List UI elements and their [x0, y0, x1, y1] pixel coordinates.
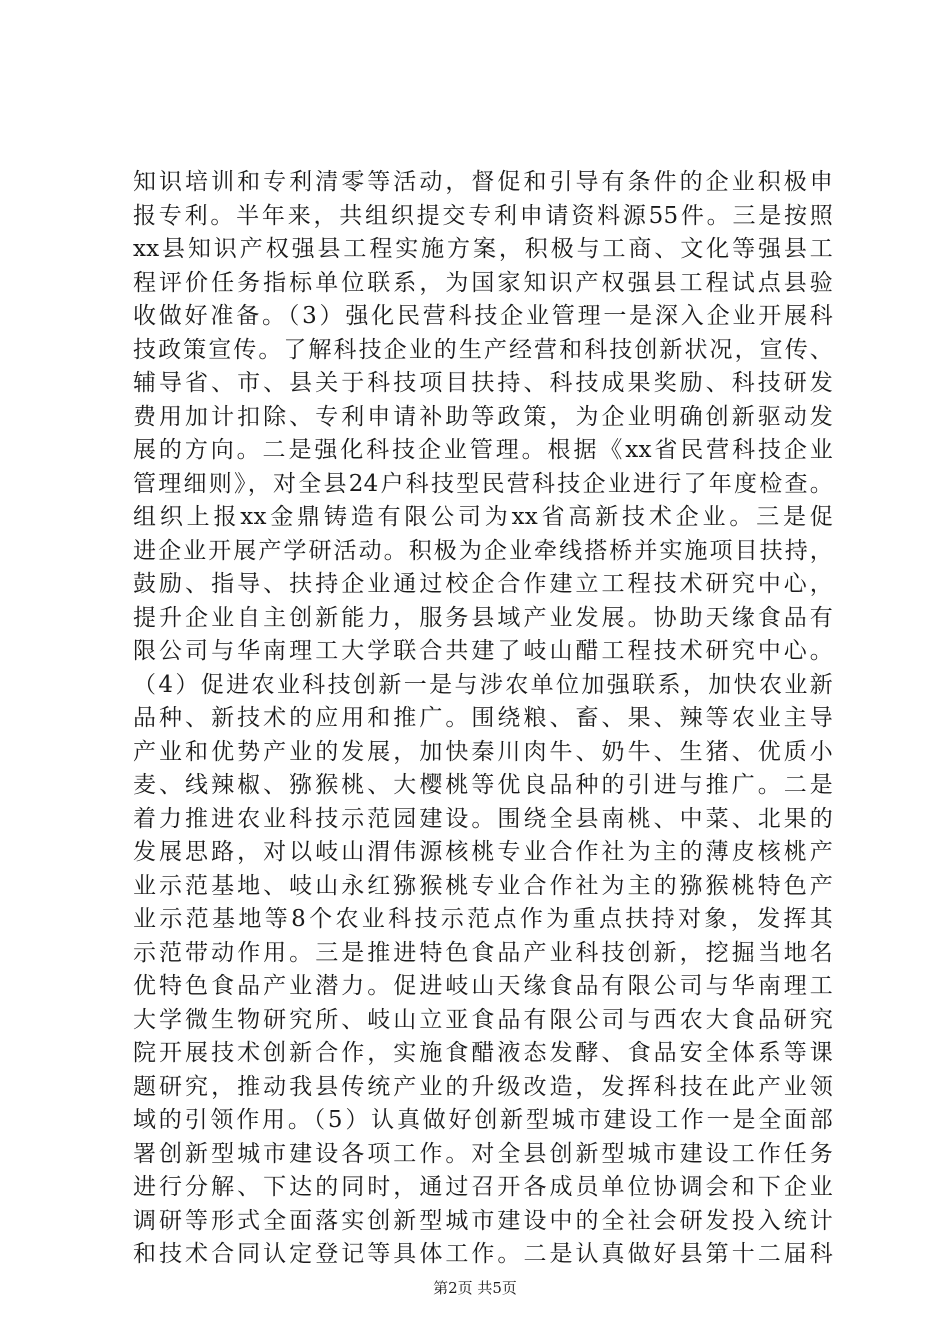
text-line: 管理细则》，对全县24户科技型民营科技企业进行了年度检查。 [133, 470, 833, 497]
text-line: 品种、新技术的应用和推广。围绕粮、畜、果、辣等农业主导 [133, 705, 833, 731]
text-line: 示范带动作用。三是推进特色食品产业科技创新，挖掘当地名 [133, 939, 833, 966]
text-line: 发展思路，对以岐山渭伟源核桃专业合作社为主的薄皮核桃产 [133, 839, 833, 865]
text-line: （4）促进农业科技创新一是与涉农单位加强联系，加快农业新 [133, 671, 833, 698]
text-line: 费用加计扣除、专利申请补助等政策，为企业明确创新驱动发 [133, 403, 833, 430]
text-line: 优特色食品产业潜力。促进岐山天缘食品有限公司与华南理工 [133, 973, 833, 999]
text-line: 业示范基地等8个农业科技示范点作为重点扶持对象，发挥其 [133, 906, 833, 932]
text-line: 进行分解、下达的同时，通过召开各成员单位协调会和下企业 [133, 1174, 833, 1200]
text-line: 限公司与华南理工大学联合共建了岐山醋工程技术研究中心。 [133, 638, 833, 664]
text-line: 大学微生物研究所、岐山立亚食品有限公司与西农大食品研究 [133, 1006, 833, 1033]
text-line: 展的方向。二是强化科技企业管理。根据《xx省民营科技企业 [133, 437, 833, 463]
page-number-footer: 第2页 共5页 [433, 1279, 517, 1297]
text-line: 和技术合同认定登记等具体工作。二是认真做好县第十二届科 [133, 1241, 833, 1267]
text-line: 程评价任务指标单位联系，为国家知识产权强县工程试点县验 [133, 269, 833, 296]
text-line: 进企业开展产学研活动。积极为企业牵线搭桥并实施项目扶持， [133, 537, 833, 564]
text-line: 收做好准备。（3）强化民营科技企业管理一是深入企业开展科 [133, 303, 833, 329]
text-line: 调研等形式全面落实创新型城市建设中的全社会研发投入统计 [133, 1207, 833, 1234]
text-line: 院开展技术创新合作，实施食醋液态发酵、食品安全体系等课 [133, 1040, 833, 1066]
text-line: 署创新型城市建设各项工作。对全县创新型城市建设工作任务 [133, 1140, 833, 1167]
text-line: xx县知识产权强县工程实施方案，积极与工商、文化等强县工 [133, 236, 833, 262]
text-line: 业示范基地、岐山永红猕猴桃专业合作社为主的猕猴桃特色产 [133, 872, 833, 899]
text-line: 技政策宣传。了解科技企业的生产经营和科技创新状况，宣传、 [133, 336, 833, 363]
text-line: 知识培训和专利清零等活动，督促和引导有条件的企业积极申 [133, 169, 833, 195]
text-line: 辅导省、市、县关于科技项目扶持、科技成果奖励、科技研发 [133, 370, 833, 396]
text-line: 组织上报xx金鼎铸造有限公司为xx省高新技术企业。三是促 [133, 504, 833, 530]
text-line: 题研究，推动我县传统产业的升级改造，发挥科技在此产业领 [133, 1073, 833, 1100]
text-line: 提升企业自主创新能力，服务县域产业发展。协助天缘食品有 [133, 604, 833, 631]
text-line: 域的引领作用。（5）认真做好创新型城市建设工作一是全面部 [133, 1107, 833, 1133]
text-line: 产业和优势产业的发展，加快秦川肉牛、奶牛、生猪、优质小 [133, 738, 833, 765]
text-line: 着力推进农业科技示范园建设。围绕全县南桃、中菜、北果的 [133, 805, 833, 832]
text-line: 麦、线辣椒、猕猴桃、大樱桃等优良品种的引进与推广。二是 [133, 772, 833, 798]
document-body [133, 166, 833, 1272]
text-line: 报专利。半年来，共组织提交专利申请资料源55件。三是按照 [133, 202, 833, 229]
text-line: 鼓励、指导、扶持企业通过校企合作建立工程技术研究中心， [133, 571, 833, 597]
